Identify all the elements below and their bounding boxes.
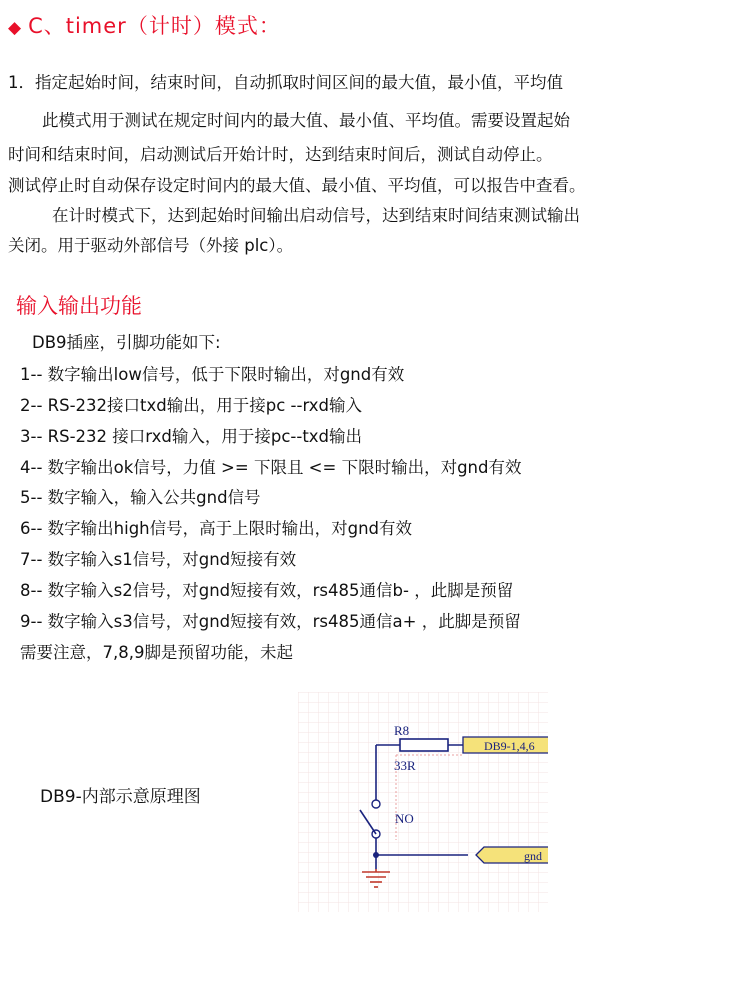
pin-8: 8-- 数字输入s2信号，对gnd短接有效，rs485通信b- ，此脚是预留: [20, 581, 514, 600]
pin-1: 1-- 数字输出low信号，低于下限时输出，对gnd有效: [20, 365, 405, 384]
pin-7: 7-- 数字输入s1信号，对gnd短接有效: [20, 550, 297, 569]
switch-contact-top: [372, 800, 380, 808]
pin-2: 2-- RS-232接口txd输出，用于接pc --rxd输入: [20, 396, 363, 415]
pin-9: 9-- 数字输入s3信号，对gnd短接有效，rs485通信a+ ，此脚是预留: [20, 612, 521, 631]
pin-5: 5-- 数字输入，输入公共gnd信号: [20, 488, 261, 507]
resistor-name: R8: [394, 723, 410, 738]
section-c-para6: 关闭。用于驱动外部信号（外接 plc）。: [8, 236, 294, 255]
section-c-title: C、timer（计时）模式：: [28, 14, 281, 38]
section-c-para4: 测试停止时自动保存设定时间内的最大值、最小值、平均值，可以报告中查看。: [8, 176, 586, 195]
io-note: 需要注意，7,8,9脚是预留功能，未起: [20, 643, 293, 662]
pin-3: 3-- RS-232 接口rxd输入，用于接pc--txd输出: [20, 427, 363, 446]
switch-label: NO: [395, 811, 414, 826]
port-gnd-label: gnd: [524, 849, 542, 863]
resistor-r8: [400, 739, 448, 751]
io-intro: DB9插座，引脚功能如下:: [32, 333, 221, 352]
section-c-para1: 1．指定起始时间，结束时间，自动抓取时间区间的最大值，最小值，平均值: [8, 73, 563, 92]
section-c-para3: 时间和结束时间，启动测试后开始计时，达到结束时间后，测试自动停止。: [8, 145, 553, 164]
port-db9-label: DB9-1,4,6: [484, 739, 535, 753]
schematic-caption: DB9-内部示意原理图: [40, 787, 201, 807]
section-c-para2: 此模式用于测试在规定时间内的最大值、最小值、平均值。需要设置起始: [42, 111, 570, 130]
section-c-para5: 在计时模式下，达到起始时间输出启动信号，达到结束时间结束测试输出: [52, 206, 580, 225]
schematic-grid: [298, 692, 548, 912]
db9-schematic: [298, 692, 548, 912]
pin-4: 4-- 数字输出ok信号，力值 >= 下限且 <= 下限时输出，对gnd有效: [20, 458, 522, 477]
pin-6: 6-- 数字输出high信号，高于上限时输出，对gnd有效: [20, 519, 413, 538]
section-c-heading: [8, 10, 281, 40]
diamond-bullet-icon: ◆: [8, 18, 23, 38]
junction-dot: [373, 852, 379, 858]
resistor-value: 33R: [394, 758, 416, 773]
io-title: 输入输出功能: [16, 294, 142, 318]
